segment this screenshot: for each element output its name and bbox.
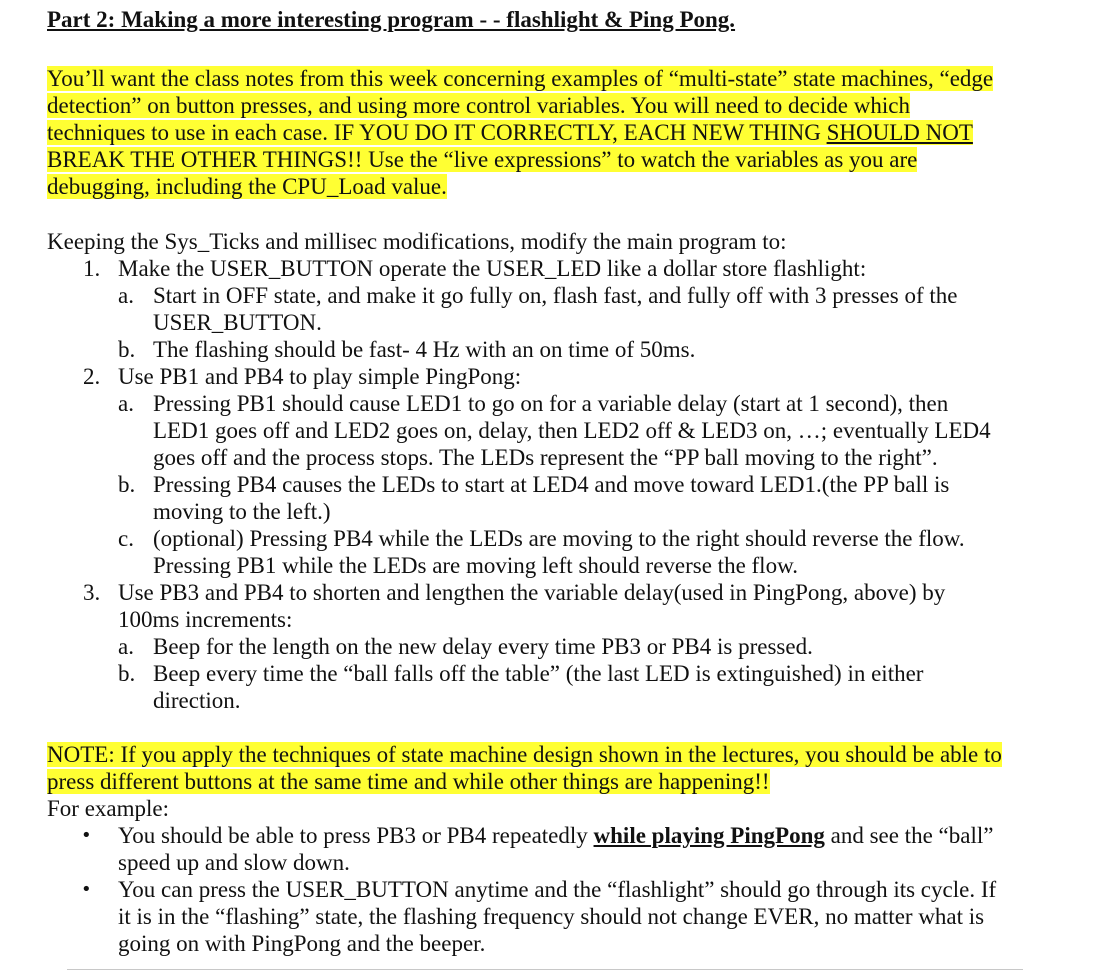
sub-item [47, 336, 1047, 363]
bullet-list [47, 822, 1047, 957]
intro-line-4: BREAK THE OTHER THINGS!! Use the “live expressions” to watch the variables as you are [47, 147, 918, 172]
intro-line-1: You’ll want the class notes from this week concerning examples of “multi-state” state machines, “edge [47, 66, 994, 91]
sub-item-label: a. [118, 283, 134, 308]
note-paragraph [47, 741, 1047, 822]
bullet-glyph: • [81, 879, 92, 900]
sub-item-label: a. [118, 391, 134, 416]
sub-item [47, 471, 1047, 525]
item-text: Make the USER_BUTTON operate the USER_LED like a dollar store flashlight: [118, 256, 867, 281]
sub-item-text: Pressing PB4 causes the LEDs to start at LED4 and move toward LED1.(the PP ball is [153, 472, 950, 497]
bullet-text: and see the “ball” [824, 823, 994, 848]
list-item [47, 363, 1047, 390]
intro-paragraph [47, 65, 1047, 200]
sub-item-text: Pressing PB1 while the LEDs are moving left should reverse the flow. [153, 553, 798, 578]
document-page [47, 6, 1047, 957]
bullet-text: speed up and slow down. [118, 850, 350, 875]
sub-item-text: USER_BUTTON. [153, 310, 322, 335]
example-label: For example: [47, 796, 169, 821]
sub-item-text: Pressing PB1 should cause LED1 to go on for a variable delay (start at 1 second), then [153, 391, 949, 416]
sub-item-text: moving to the left.) [153, 499, 331, 524]
item-number: 1. [83, 256, 101, 281]
bullet-text: You can press the USER_BUTTON anytime and the “flashlight” should go through its cycle. If [118, 877, 997, 902]
intro-line-3: techniques to use in each case. IF YOU DO IT CORRECTLY, EACH NEW THING [47, 120, 827, 145]
sub-item-text: Start in OFF state, and make it go fully on, flash fast, and fully off with 3 presses of the [153, 283, 958, 308]
bullet-text: going on with PingPong and the beeper. [118, 931, 486, 956]
item-number: 3. [83, 580, 101, 605]
sub-item-label: a. [118, 634, 134, 659]
note-line-2: press different buttons at the same time and while other things are happening!! [47, 769, 770, 794]
instructions-lead: Keeping the Sys_Ticks and millisec modifications, modify the main program to: [47, 229, 787, 254]
page-bottom-rule [67, 969, 1023, 970]
intro-emphasis: SHOULD NOT [826, 120, 973, 145]
sub-item-text: goes off and the process stops. The LEDs represent the “PP ball moving to the right”. [153, 445, 938, 470]
item-number: 2. [83, 364, 101, 389]
sub-item-text: Beep every time the “ball falls off the table” (the last LED is extinguished) in either [153, 661, 924, 686]
bullet-item [47, 822, 1047, 876]
bullet-emphasis: while playing PingPong [593, 823, 825, 848]
sub-item-label: b. [118, 661, 136, 686]
sub-item-text: LED1 goes off and LED2 goes on, delay, then LED2 off & LED3 on, …; eventually LED4 [153, 418, 991, 443]
sub-item-text: Beep for the length on the new delay every time PB3 or PB4 is pressed. [153, 634, 813, 659]
intro-line-2: detection” on button presses, and using more control variables. You will need to decide which [47, 93, 910, 118]
list-item [47, 579, 1047, 633]
item-text: 100ms increments: [118, 607, 293, 632]
sub-item-label: b. [118, 472, 136, 497]
sub-item [47, 633, 1047, 660]
sub-item [47, 660, 1047, 714]
bullet-text: You should be able to press PB3 or PB4 repeatedly [118, 823, 594, 848]
section-title: Part 2: Making a more interesting program - - flashlight & Ping Pong. [47, 7, 736, 32]
bullet-glyph: • [81, 825, 92, 846]
item-text: Use PB3 and PB4 to shorten and lengthen the variable delay(used in PingPong, above) by [118, 580, 946, 605]
list-item [47, 255, 1047, 282]
numbered-list [47, 255, 1047, 714]
sub-item-text: The flashing should be fast- 4 Hz with an on time of 50ms. [153, 337, 696, 362]
bullet-text: it is in the “flashing” state, the flashing frequency should not change EVER, no matter what is [118, 904, 985, 929]
sub-item [47, 390, 1047, 471]
item-text: Use PB1 and PB4 to play simple PingPong: [118, 364, 522, 389]
sub-item-label: c. [118, 526, 134, 551]
intro-line-5: debugging, including the CPU_Load value. [47, 174, 447, 199]
sub-item-text: direction. [153, 688, 241, 713]
sub-item [47, 525, 1047, 579]
sub-item-text: (optional) Pressing PB4 while the LEDs are moving to the right should reverse the flow. [153, 526, 965, 551]
note-line-1: NOTE: If you apply the techniques of state machine design shown in the lectures, you should be able to [47, 742, 1002, 767]
sub-item-label: b. [118, 337, 136, 362]
bullet-item [47, 876, 1047, 957]
sub-item [47, 282, 1047, 336]
